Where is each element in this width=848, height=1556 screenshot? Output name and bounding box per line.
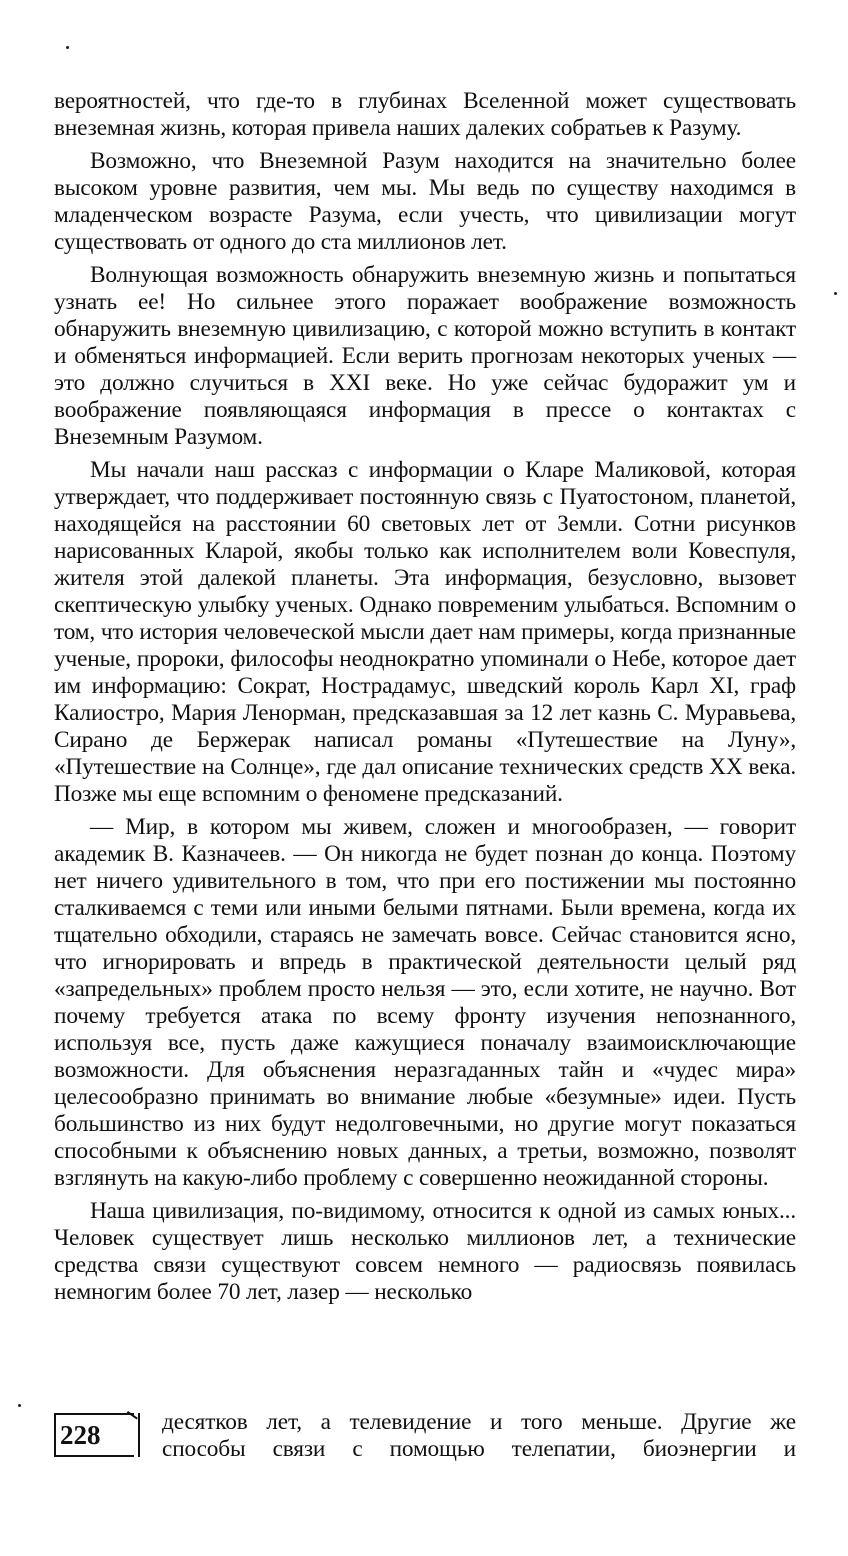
print-speck <box>18 1404 21 1407</box>
page-footer <box>54 1409 796 1469</box>
paragraph: Мы начали наш рассказ с информации о Кларе Маликовой, которая утверждает, что поддерживает постоянную связь с Пуатостоном, планетой, находящейся на расстоянии 60 световых лет от Земли. Сотни рисунков нарисованных Кларой, якобы только как исполнителем воли Ковеспуля, жителя этой далекой планеты. Эта информация, безусловно, вызовет скептическую улыбку ученых. Однако повременим улыбаться. Вспомним о том, что история человеческой мысли дает нам примеры, когда признанные ученые, пророки, философы неоднократно упоминали о Небе, которое дает им информацию: Сократ, Нострадамус, шведский король Карл XI, граф Калиостро, Мария Ленорман, предсказавшая за 12 лет казнь С. Муравьева, Сирано де Бержерак написал романы «Путешествие на Луну», «Путешествие на Солнце», где дал описание технических средств XX века. Позже мы еще вспомним о феномене предсказаний. <box>54 457 796 807</box>
folded-corner-icon <box>130 1413 140 1457</box>
print-speck <box>66 46 69 49</box>
print-speck <box>834 292 837 295</box>
page-number: 228 <box>54 1413 134 1457</box>
paragraph: Возможно, что Внеземной Разум находится на значительно более высоком уровне развития, чем мы. Мы ведь по существу находимся в младенческом возрасте Разума, если учесть, что цивилизации могут существовать от одного до ста миллионов лет. <box>54 148 796 255</box>
body-text <box>54 88 796 1306</box>
paragraph: Волнующая возможность обнаружить внеземную жизнь и попытаться узнать ее! Но сильнее этого поражает воображение возможность обнаружить внеземную цивилизацию, с которой можно вступить в контакт и обменяться информацией. Если верить прогнозам некоторых ученых — это должно случиться в XXI веке. Но уже сейчас будоражит ум и воображение появляющаяся информация в прессе о контактах с Внеземным Разумом. <box>54 262 796 450</box>
footer-line: способы связи с помощью телепатии, биоэнергии и <box>162 1436 796 1462</box>
paragraph: Наша цивилизация, по-видимому, относится к одной из самых юных... Человек существует лишь несколько миллионов лет, а технические средства связи существуют совсем немного — радиосвязь появилась немногим более 70 лет, лазер — несколько <box>54 1198 796 1305</box>
paragraph: — Мир, в котором мы живем, сложен и многообразен, — говорит академик В. Казначеев. — Он никогда не будет познан до конца. Поэтому нет ничего удивительного в том, что при его постижении мы постоянно сталкиваемся с теми или иными белыми пятнами. Были времена, когда их тщательно обходили, стараясь не замечать вовсе. Сейчас становится ясно, что игнорировать и впредь в практической деятельности целый ряд «запредельных» проблем просто нельзя — это, если хотите, не научно. Вот почему требуется атака по всему фронту изучения непознанного, используя все, пусть даже кажущиеся поначалу взаимоисключающие возможности. Для объяснения неразгаданных тайн и «чудес мира» целесообразно принимать во внимание любые «безумные» идеи. Пусть большинство из них будут недолговечными, но другие могут показаться способными к объяснению новых данных, а третьи, возможно, позволят взглянуть на какую-либо проблему с совершенно неожиданной стороны. <box>54 814 796 1191</box>
footer-line: десятков лет, а телевидение и того меньше. Другие же <box>162 1409 796 1435</box>
footer-text <box>162 1409 796 1463</box>
paragraph: вероятностей, что где-то в глубинах Вселенной может существовать внеземная жизнь, которая привела наших далеких собратьев к Разуму. <box>54 88 796 141</box>
